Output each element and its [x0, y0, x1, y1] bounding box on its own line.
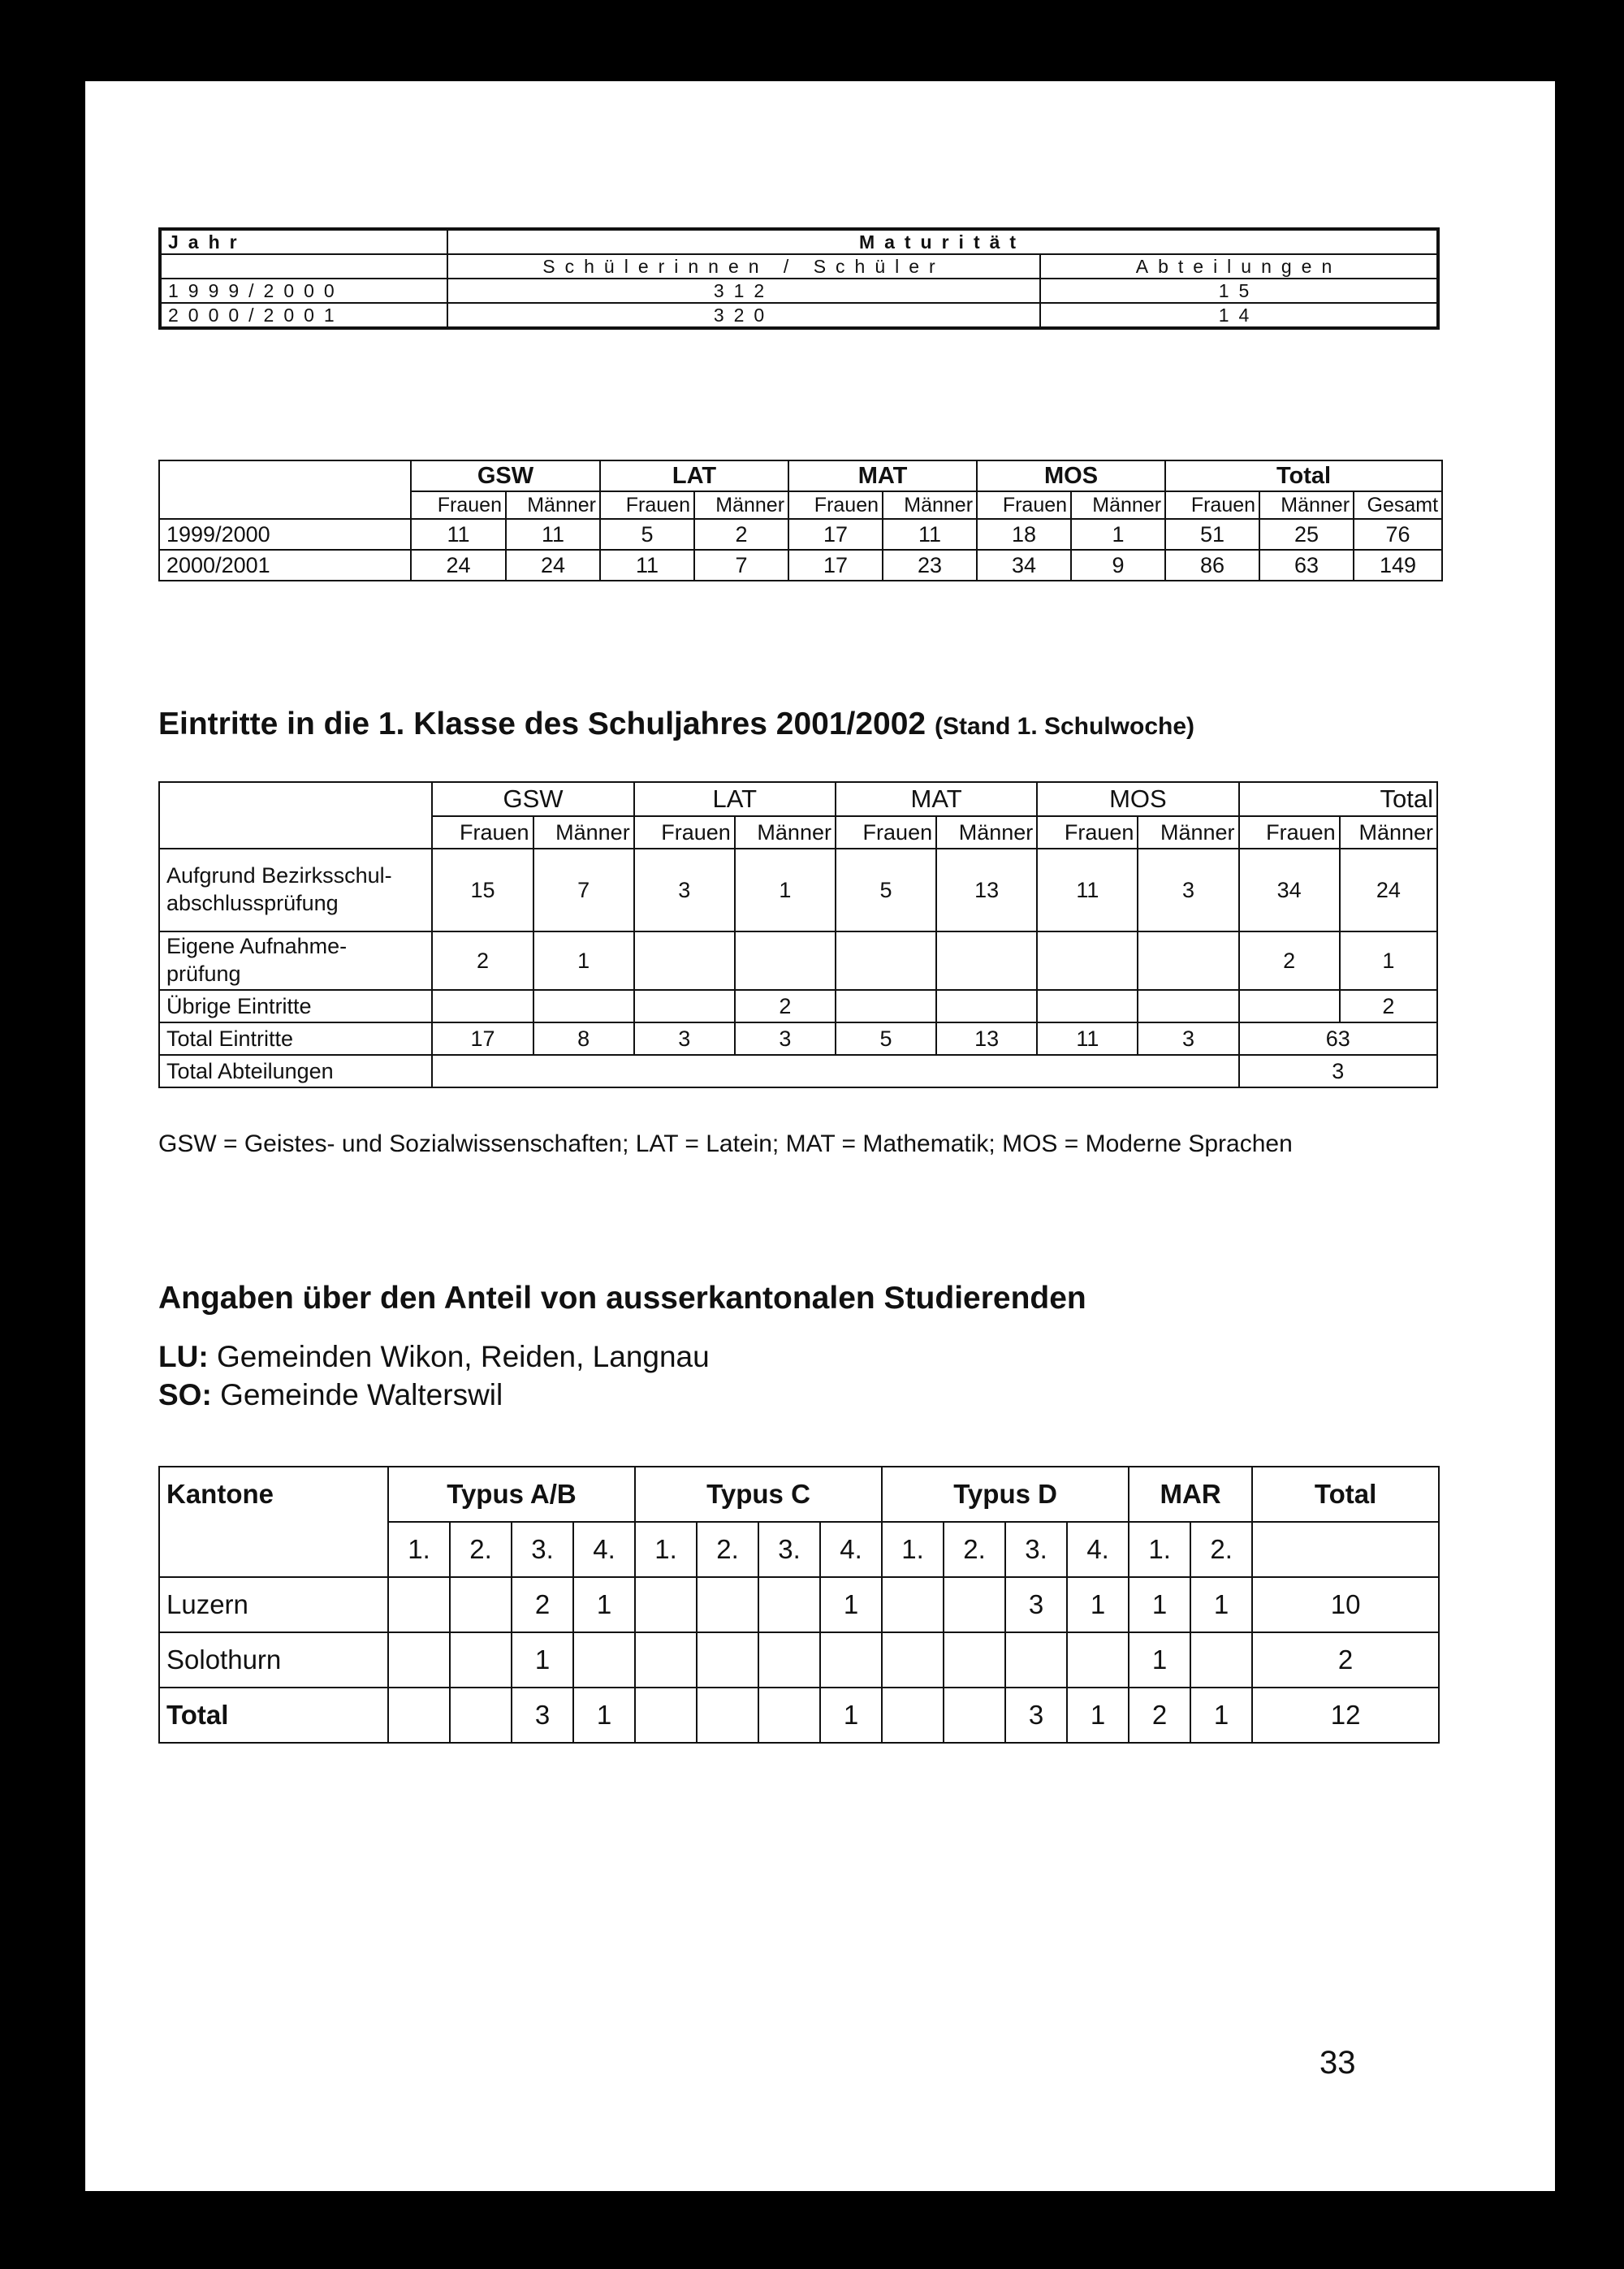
- cell-value: 1: [1190, 1688, 1252, 1743]
- cell-value: 34: [977, 550, 1071, 581]
- empty-cell: [159, 782, 432, 849]
- cell-value: 3: [1005, 1688, 1067, 1743]
- row-label: Total Eintritte: [159, 1022, 432, 1055]
- cell-value: 11: [600, 550, 694, 581]
- cell-value: 11: [1037, 849, 1138, 931]
- group-mos: MOS: [1037, 782, 1238, 816]
- cell-value: 11: [883, 519, 977, 550]
- cell-value: [634, 990, 735, 1022]
- header-maturitaet: Maturität: [447, 229, 1438, 254]
- table-row: [159, 849, 1437, 931]
- cell-value: [388, 1632, 450, 1688]
- row-label: [159, 849, 432, 931]
- cell-value: [1138, 931, 1238, 990]
- cell-value: 1: [1067, 1577, 1129, 1632]
- cell-value: [936, 931, 1037, 990]
- sub-header: Frauen: [977, 491, 1071, 519]
- cell-value: 23: [883, 550, 977, 581]
- sub-header: Männer: [1340, 816, 1437, 849]
- lu-text: Gemeinden Wikon, Reiden, Langnau: [216, 1340, 710, 1373]
- cell-total: 12: [1252, 1688, 1439, 1743]
- cell-value: [936, 990, 1037, 1022]
- group-total: Total: [1239, 782, 1437, 816]
- table-row: [159, 931, 1437, 990]
- table-row: [159, 550, 1442, 581]
- cell-value: 8: [533, 1022, 634, 1055]
- sub-header: 1.: [1129, 1522, 1190, 1577]
- cell-value: 86: [1165, 550, 1259, 581]
- row-year: 2000/2001: [160, 303, 447, 328]
- sub-header: 2.: [697, 1522, 758, 1577]
- table-row: [159, 1055, 1437, 1087]
- sub-header: 3.: [758, 1522, 820, 1577]
- row-year: 1999/2000: [160, 279, 447, 303]
- empty-cell: [160, 254, 447, 279]
- cell-value: 2: [1239, 931, 1340, 990]
- cell-value: [820, 1632, 882, 1688]
- cell-value: 34: [1239, 849, 1340, 931]
- cell-value: 18: [977, 519, 1071, 550]
- cell-value: [1138, 990, 1238, 1022]
- group-gsw: GSW: [411, 460, 600, 491]
- table-row: [159, 1022, 1437, 1055]
- row-label: Total Abteilungen: [159, 1055, 432, 1087]
- cell-value: 1: [1129, 1632, 1190, 1688]
- cell-value: [1067, 1632, 1129, 1688]
- sub-header: Männer: [694, 491, 788, 519]
- empty-cell: [159, 460, 411, 519]
- table-row: [159, 1577, 1439, 1632]
- cell-value: 3: [634, 1022, 735, 1055]
- document-page: [85, 81, 1555, 2191]
- cell-total: 63: [1239, 1022, 1437, 1055]
- sub-header: Männer: [883, 491, 977, 519]
- cell-value: [1239, 990, 1340, 1022]
- row-label: [159, 931, 432, 990]
- lu-line: [158, 1340, 710, 1374]
- sub-header: Frauen: [432, 816, 533, 849]
- cell-value: [758, 1577, 820, 1632]
- cell-value: [533, 990, 634, 1022]
- sub-header: 1.: [388, 1522, 450, 1577]
- sub-header: Gesamt: [1354, 491, 1442, 519]
- cell-value: 1: [1071, 519, 1165, 550]
- row-label-line: Eigene Aufnahme-: [166, 934, 348, 959]
- sub-header: 1.: [635, 1522, 697, 1577]
- cell-value: 312: [447, 279, 1040, 303]
- cell-value: 1: [1067, 1688, 1129, 1743]
- cell-value: 14: [1040, 303, 1438, 328]
- so-line: [158, 1378, 503, 1412]
- cell-value: 24: [506, 550, 600, 581]
- cell-value: 149: [1354, 550, 1442, 581]
- cell-value: 17: [432, 1022, 533, 1055]
- sub-header: 4.: [820, 1522, 882, 1577]
- cell-value: 51: [1165, 519, 1259, 550]
- sub-header: Männer: [1259, 491, 1354, 519]
- row-label: 2000/2001: [159, 550, 411, 581]
- group-total: Total: [1252, 1467, 1439, 1522]
- cell-value: [944, 1688, 1005, 1743]
- cell-value: 3: [634, 849, 735, 931]
- lu-label: LU:: [158, 1340, 209, 1373]
- table-row: [160, 303, 1438, 328]
- sub-header: 3.: [1005, 1522, 1067, 1577]
- cell-value: [1005, 1632, 1067, 1688]
- eintritte-heading: [158, 707, 1194, 742]
- sub-header: Frauen: [836, 816, 936, 849]
- row-label-line: abschlussprüfung: [166, 891, 339, 915]
- cell-value: [758, 1688, 820, 1743]
- table-row: [159, 519, 1442, 550]
- cell-value: [944, 1632, 1005, 1688]
- group-lat: LAT: [600, 460, 788, 491]
- sub-header: Frauen: [411, 491, 506, 519]
- cell-value: 24: [1340, 849, 1437, 931]
- cell-value: 1: [1340, 931, 1437, 990]
- cell-value: 1: [1129, 1577, 1190, 1632]
- cell-value: [882, 1632, 944, 1688]
- cell-total: 10: [1252, 1577, 1439, 1632]
- table-row: [159, 990, 1437, 1022]
- sub-header: 4.: [573, 1522, 635, 1577]
- sub-header: Frauen: [788, 491, 883, 519]
- cell-value: [635, 1688, 697, 1743]
- sub-header: Männer: [533, 816, 634, 849]
- eintritte-heading-note: (Stand 1. Schulwoche): [934, 713, 1195, 740]
- sub-abteilungen: Abteilungen: [1040, 254, 1438, 279]
- group-mat: MAT: [836, 782, 1037, 816]
- sub-header: 1.: [882, 1522, 944, 1577]
- abteilungen-table: [158, 460, 1443, 581]
- cell-value: [450, 1688, 512, 1743]
- abbreviation-legend: GSW = Geistes- und Sozialwissenschaften; LAT = Latein; MAT = Mathematik; MOS = Moderne Sprachen: [158, 1130, 1293, 1157]
- row-label: Luzern: [159, 1577, 388, 1632]
- cell-value: [735, 931, 836, 990]
- row-label-line: prüfung: [166, 962, 241, 986]
- cell-total: 3: [1239, 1055, 1437, 1087]
- sub-header: 2.: [944, 1522, 1005, 1577]
- cell-value: [758, 1632, 820, 1688]
- cell-value: 11: [411, 519, 506, 550]
- cell-value: [882, 1577, 944, 1632]
- cell-value: 1: [512, 1632, 573, 1688]
- cell-value: [634, 931, 735, 990]
- sub-header: Männer: [506, 491, 600, 519]
- cell-value: [1037, 931, 1138, 990]
- cell-value: [1190, 1632, 1252, 1688]
- cell-value: 1: [573, 1577, 635, 1632]
- so-text: Gemeinde Walterswil: [220, 1378, 503, 1411]
- kantone-table: [158, 1466, 1440, 1744]
- cell-value: 3: [1138, 849, 1238, 931]
- cell-value: 13: [936, 1022, 1037, 1055]
- cell-value: 7: [694, 550, 788, 581]
- row-label: Total: [159, 1688, 388, 1743]
- cell-value: [836, 931, 936, 990]
- cell-value: [450, 1577, 512, 1632]
- sub-header: Männer: [735, 816, 836, 849]
- cell-value: 11: [1037, 1022, 1138, 1055]
- page-number: 33: [1320, 2045, 1356, 2081]
- sub-header: Frauen: [1239, 816, 1340, 849]
- sub-schueler: Schülerinnen / Schüler: [447, 254, 1040, 279]
- cell-value: [882, 1688, 944, 1743]
- cell-value: 3: [1138, 1022, 1238, 1055]
- sub-header: 3.: [512, 1522, 573, 1577]
- cell-value: 5: [600, 519, 694, 550]
- table-row: [160, 279, 1438, 303]
- cell-value: 15: [432, 849, 533, 931]
- maturitaet-table: [158, 227, 1440, 330]
- cell-value: [388, 1577, 450, 1632]
- table-row: [159, 1688, 1439, 1743]
- cell-value: 13: [936, 849, 1037, 931]
- sub-header: Männer: [936, 816, 1037, 849]
- cell-value: 11: [506, 519, 600, 550]
- group-total: Total: [1165, 460, 1442, 491]
- eintritte-heading-text: Eintritte in die 1. Klasse des Schuljahres 2001/2002: [158, 707, 926, 741]
- cell-value: [944, 1577, 1005, 1632]
- cell-value: [697, 1688, 758, 1743]
- cell-value: 3: [1005, 1577, 1067, 1632]
- cell-value: [388, 1688, 450, 1743]
- header-jahr: Jahr: [160, 229, 447, 254]
- cell-value: [1037, 990, 1138, 1022]
- cell-value: 2: [1340, 990, 1437, 1022]
- sub-header: 4.: [1067, 1522, 1129, 1577]
- sub-header: Frauen: [1037, 816, 1138, 849]
- cell-value: [432, 990, 533, 1022]
- cell-value: 320: [447, 303, 1040, 328]
- group-mar: MAR: [1129, 1467, 1252, 1522]
- cell-value: 5: [836, 1022, 936, 1055]
- cell-value: 2: [432, 931, 533, 990]
- group-gsw: GSW: [432, 782, 633, 816]
- table-row: [159, 1632, 1439, 1688]
- group-typus-d: Typus D: [882, 1467, 1129, 1522]
- group-lat: LAT: [634, 782, 836, 816]
- sub-header: Frauen: [1165, 491, 1259, 519]
- cell-value: [450, 1632, 512, 1688]
- cell-value: 9: [1071, 550, 1165, 581]
- cell-value: 1: [735, 849, 836, 931]
- row-label-line: Aufgrund Bezirksschul-: [166, 863, 392, 888]
- cell-value: 7: [533, 849, 634, 931]
- row-label: Solothurn: [159, 1632, 388, 1688]
- cell-value: 2: [735, 990, 836, 1022]
- empty-cell: [432, 1055, 1238, 1087]
- group-mat: MAT: [788, 460, 977, 491]
- cell-value: 1: [533, 931, 634, 990]
- group-typus-ab: Typus A/B: [388, 1467, 635, 1522]
- sub-header: Frauen: [600, 491, 694, 519]
- cell-value: [697, 1632, 758, 1688]
- cell-value: 1: [573, 1688, 635, 1743]
- so-label: SO:: [158, 1378, 212, 1411]
- cell-value: 25: [1259, 519, 1354, 550]
- cell-value: 1: [820, 1577, 882, 1632]
- cell-value: 17: [788, 550, 883, 581]
- group-typus-c: Typus C: [635, 1467, 882, 1522]
- cell-value: [697, 1577, 758, 1632]
- sub-header: 2.: [450, 1522, 512, 1577]
- cell-value: [573, 1632, 635, 1688]
- cell-value: 2: [694, 519, 788, 550]
- cell-value: 63: [1259, 550, 1354, 581]
- sub-header: Frauen: [634, 816, 735, 849]
- cell-value: [635, 1632, 697, 1688]
- cell-value: 76: [1354, 519, 1442, 550]
- sub-header: Männer: [1071, 491, 1165, 519]
- sub-header: Männer: [1138, 816, 1238, 849]
- sub-header: 2.: [1190, 1522, 1252, 1577]
- cell-value: 2: [1129, 1688, 1190, 1743]
- cell-value: 3: [512, 1688, 573, 1743]
- row-label: Übrige Eintritte: [159, 990, 432, 1022]
- cell-total: 2: [1252, 1632, 1439, 1688]
- ausserkantonal-heading: Angaben über den Anteil von ausserkantonalen Studierenden: [158, 1281, 1086, 1316]
- empty-cell: [1252, 1522, 1439, 1577]
- cell-value: 1: [1190, 1577, 1252, 1632]
- cell-value: 3: [735, 1022, 836, 1055]
- row-label: 1999/2000: [159, 519, 411, 550]
- cell-value: 2: [512, 1577, 573, 1632]
- cell-value: 17: [788, 519, 883, 550]
- header-kantone: Kantone: [159, 1467, 388, 1577]
- eintritte-table: [158, 781, 1438, 1088]
- cell-value: 1: [820, 1688, 882, 1743]
- cell-value: [635, 1577, 697, 1632]
- cell-value: 24: [411, 550, 506, 581]
- cell-value: [836, 990, 936, 1022]
- cell-value: 5: [836, 849, 936, 931]
- group-mos: MOS: [977, 460, 1165, 491]
- cell-value: 15: [1040, 279, 1438, 303]
